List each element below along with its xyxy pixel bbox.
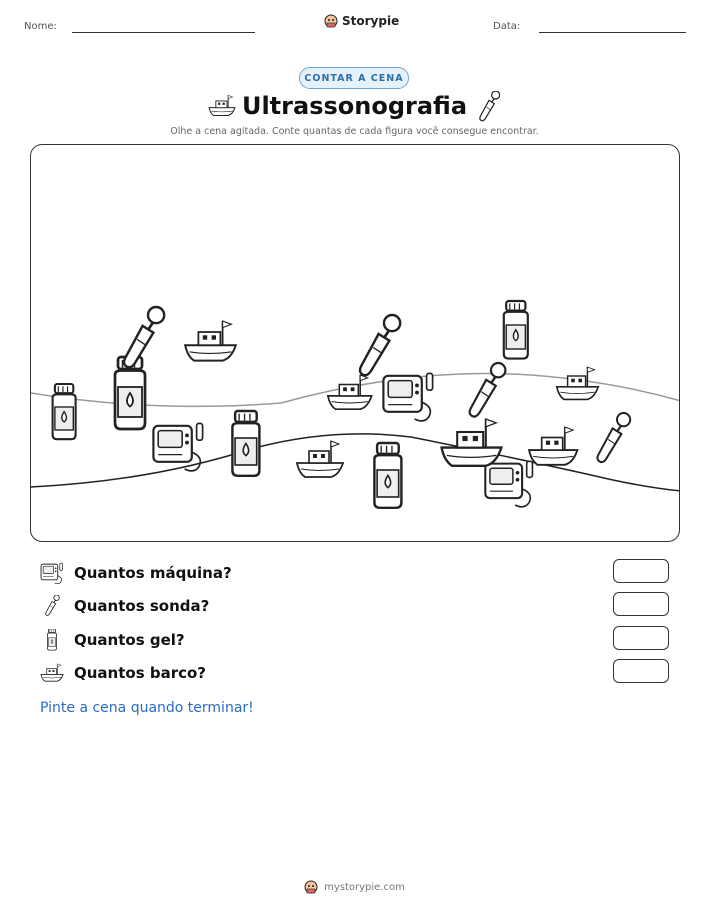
probe-icon — [478, 91, 500, 123]
footer-note: Pinte a cena quando terminar! — [40, 700, 254, 716]
counting-scene — [30, 144, 680, 542]
probe-4 — [597, 413, 630, 462]
answer-box-maquina[interactable] — [613, 559, 669, 583]
page-title: Ultrassonografia — [241, 92, 468, 120]
ultrasound-machine-3 — [485, 461, 532, 507]
activity-badge: CONTAR A CENA — [299, 67, 409, 89]
ultrasound-machine-2 — [383, 373, 432, 421]
storypie-mascot-icon — [304, 880, 318, 894]
answer-box-sonda[interactable] — [613, 592, 669, 616]
wave-line-lower — [31, 434, 680, 491]
probe-3 — [470, 363, 506, 417]
question-barco — [40, 662, 206, 684]
name-label: Nome: — [24, 21, 57, 32]
boat-5 — [442, 419, 502, 466]
gel-bottle-3 — [232, 411, 259, 476]
boat-icon — [40, 662, 64, 684]
boat-1 — [185, 321, 236, 361]
question-text: Quantos gel? — [74, 631, 185, 649]
boat-2 — [328, 375, 372, 409]
gel-bottle-icon — [40, 629, 64, 651]
answer-box-gel[interactable] — [613, 626, 669, 650]
ultrasound-machine-icon — [40, 562, 64, 584]
probe-1 — [124, 307, 164, 367]
gel-bottle-1 — [53, 384, 76, 439]
answer-box-barco[interactable] — [613, 659, 669, 683]
footer — [0, 880, 709, 894]
boat-4 — [297, 441, 343, 477]
name-field[interactable] — [72, 32, 255, 33]
probe-icon — [40, 595, 64, 617]
question-text: Quantos barco? — [74, 664, 207, 682]
question-maquina — [40, 562, 232, 584]
date-label: Data: — [493, 21, 521, 32]
question-text: Quantos sonda? — [74, 597, 210, 615]
boat-6 — [529, 427, 577, 465]
storypie-mascot-icon — [324, 14, 338, 28]
question-gel — [40, 629, 185, 651]
brand-name: Storypie — [342, 14, 400, 28]
instructions: Olhe a cena agitada. Conte quantas de cada figura você consegue encontrar. — [170, 126, 539, 137]
brand-logo — [324, 14, 399, 28]
probe-2 — [360, 315, 400, 375]
scene-drawing — [31, 145, 680, 542]
question-sonda — [40, 595, 209, 617]
date-field[interactable] — [539, 32, 686, 33]
question-text: Quantos máquina? — [74, 564, 232, 582]
boat-3 — [557, 367, 598, 399]
gel-bottle-4 — [374, 443, 401, 508]
footer-site: mystorypie.com — [324, 881, 405, 893]
gel-bottle-5 — [504, 301, 528, 359]
